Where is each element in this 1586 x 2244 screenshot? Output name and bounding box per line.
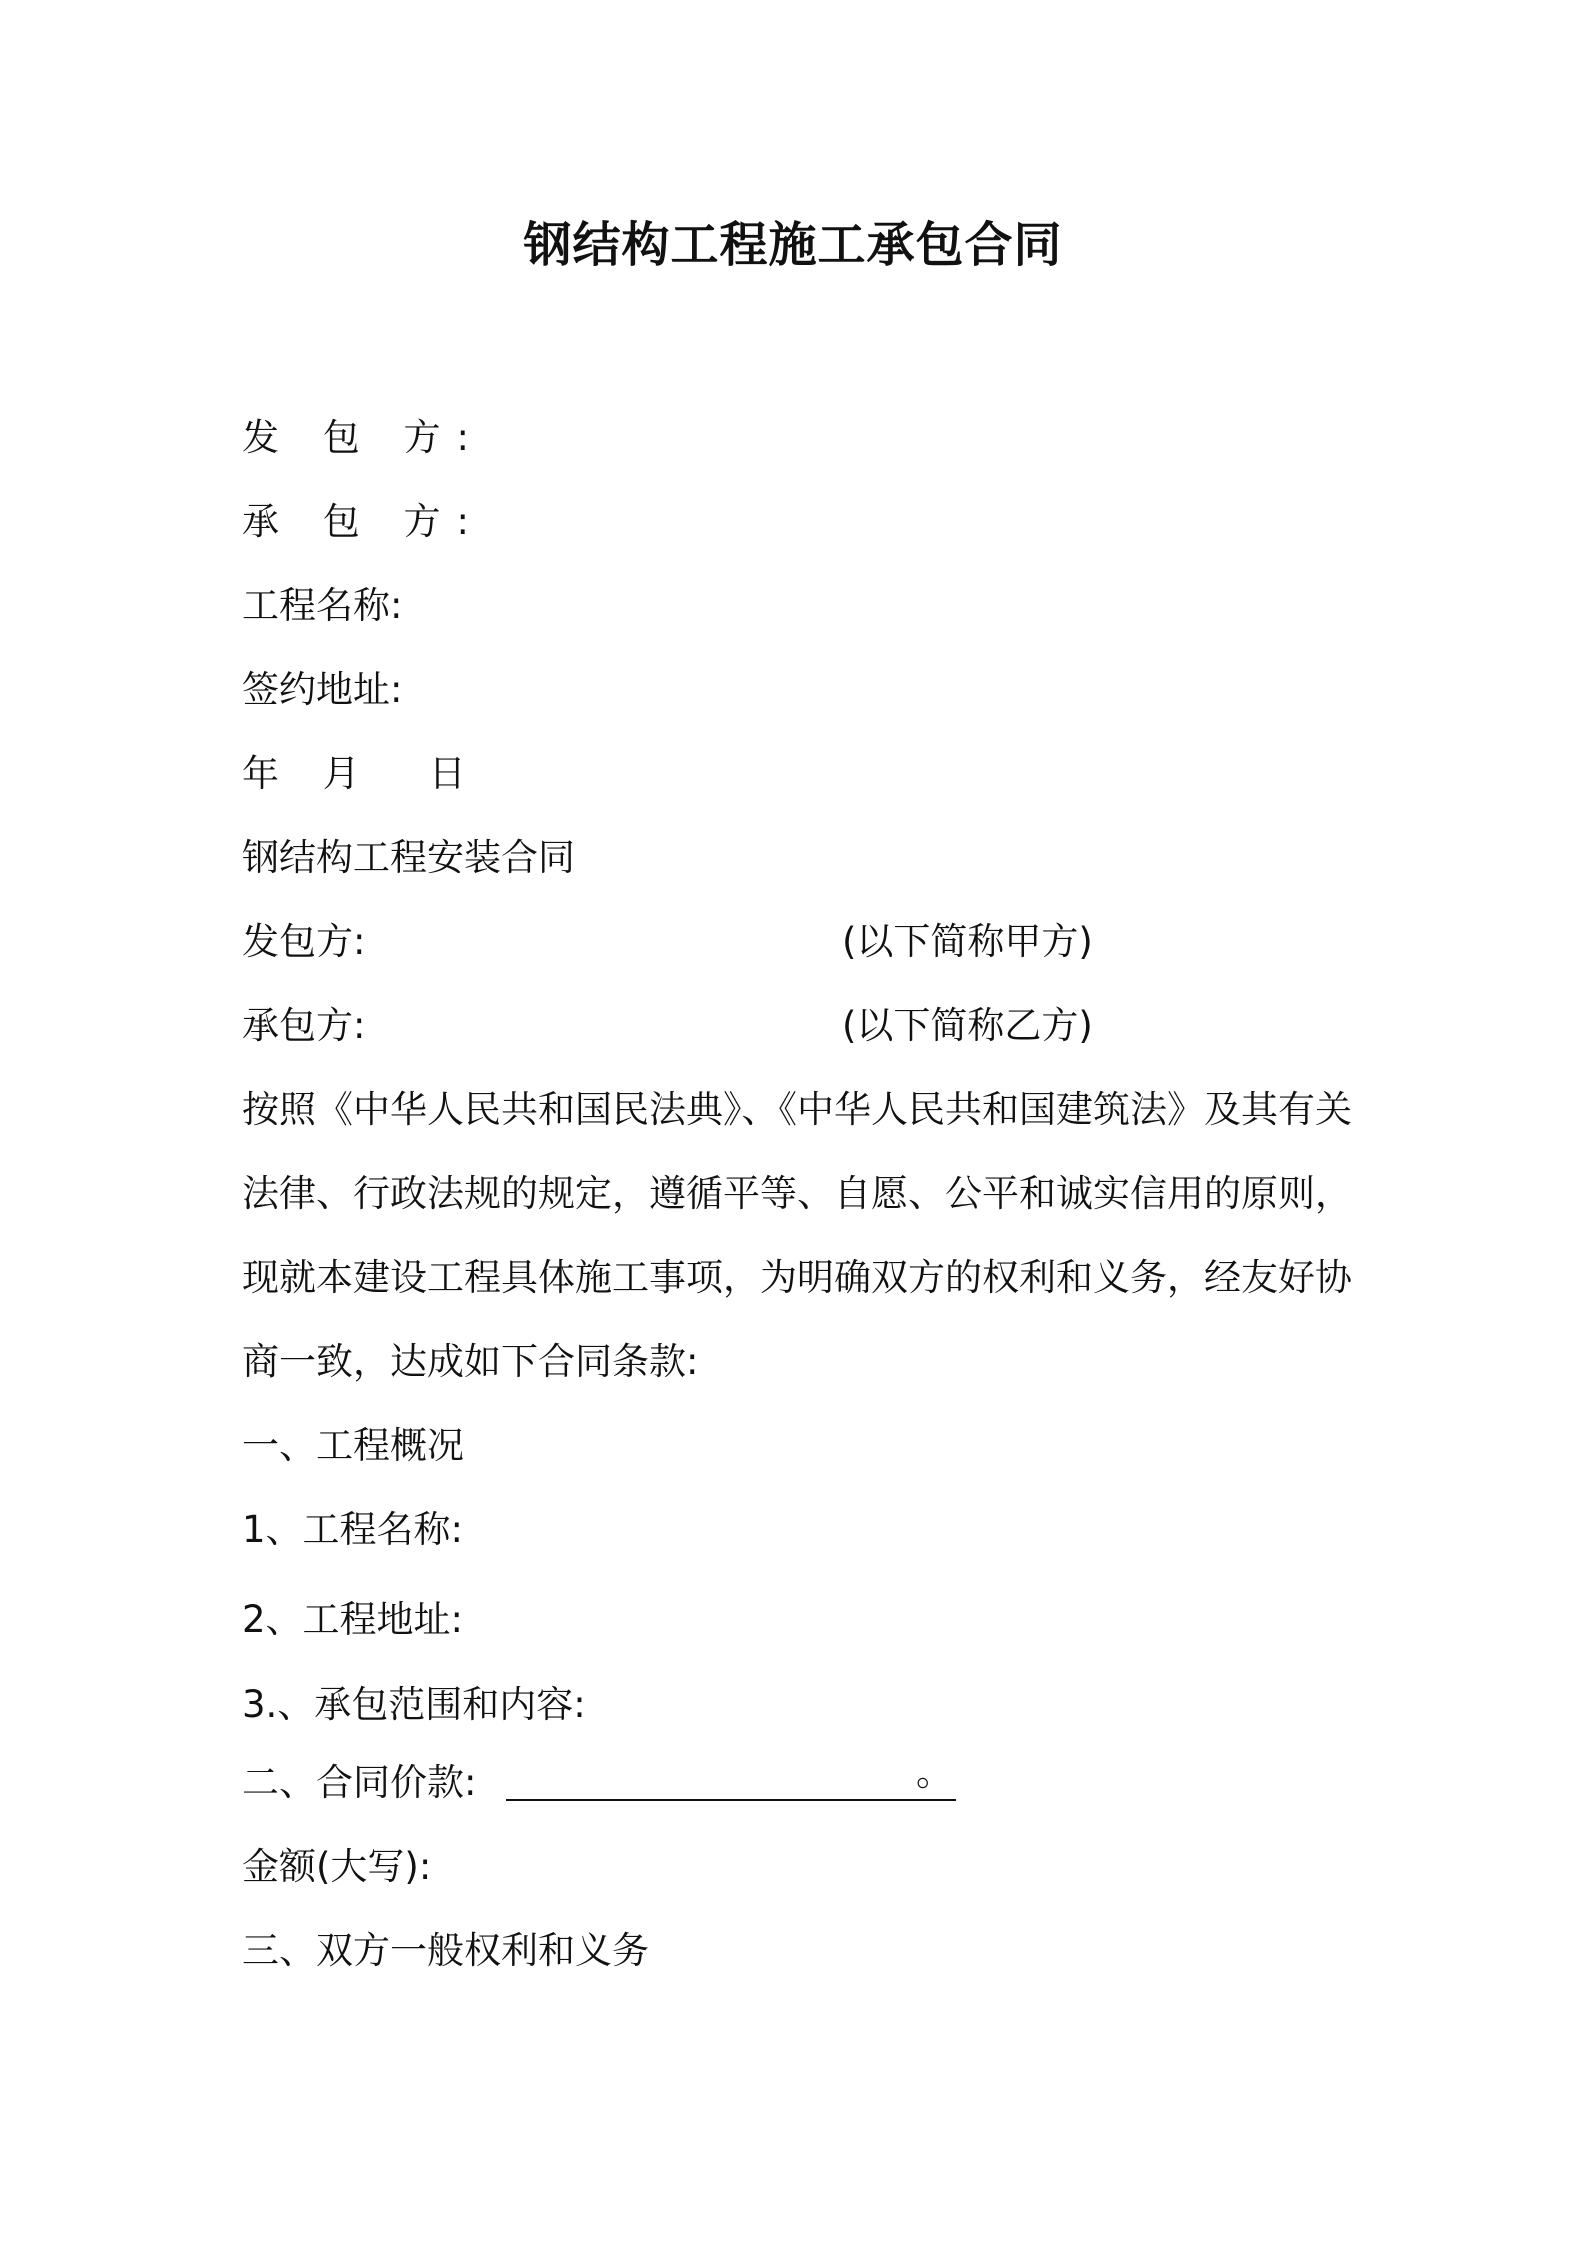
section-3-heading: 三、双方一般权利和义务 [242, 1929, 649, 1972]
document-title: 钢结构工程施工承包合同 [523, 217, 1063, 273]
party-b-note: (以下简称乙方) [842, 1004, 1093, 1047]
preamble-line-1: 按照《中华人民共和国民法典》、《中华人民共和国建筑法》及其有关 [242, 1088, 1352, 1131]
party-b-label: 承包方: [242, 1004, 366, 1047]
preamble-line-3: 现就本建设工程具体施工事项，为明确双方的权利和义务，经友好协 [242, 1256, 1352, 1299]
section-1-heading: 一、工程概况 [242, 1424, 464, 1467]
cover-employer-label: 发 包 方: [242, 416, 485, 459]
party-a-note: (以下简称甲方) [842, 920, 1093, 963]
item-3-scope: 3.、承包范围和内容: [242, 1683, 586, 1726]
item-2-project-address: 2、工程地址: [242, 1598, 464, 1641]
cover-date-label: 年 月 日 [242, 752, 482, 795]
contract-price-blank [506, 1753, 956, 1801]
cover-project-name-label: 工程名称: [242, 584, 403, 627]
price-end-mark: 。 [916, 1751, 953, 1794]
cover-contractor-label: 承 包 方: [242, 500, 485, 543]
party-a-label: 发包方: [242, 920, 366, 963]
preamble-line-2: 法律、行政法规的规定，遵循平等、自愿、公平和诚实信用的原则， [242, 1172, 1352, 1215]
cover-signing-address-label: 签约地址: [242, 668, 403, 711]
amount-in-words-label: 金额(大写): [242, 1845, 432, 1888]
item-1-project-name: 1、工程名称: [242, 1508, 464, 1551]
preamble-line-4: 商一致，达成如下合同条款: [242, 1340, 699, 1383]
section-2-heading: 二、合同价款: [242, 1761, 477, 1804]
contract-subtitle: 钢结构工程安装合同 [242, 836, 575, 879]
